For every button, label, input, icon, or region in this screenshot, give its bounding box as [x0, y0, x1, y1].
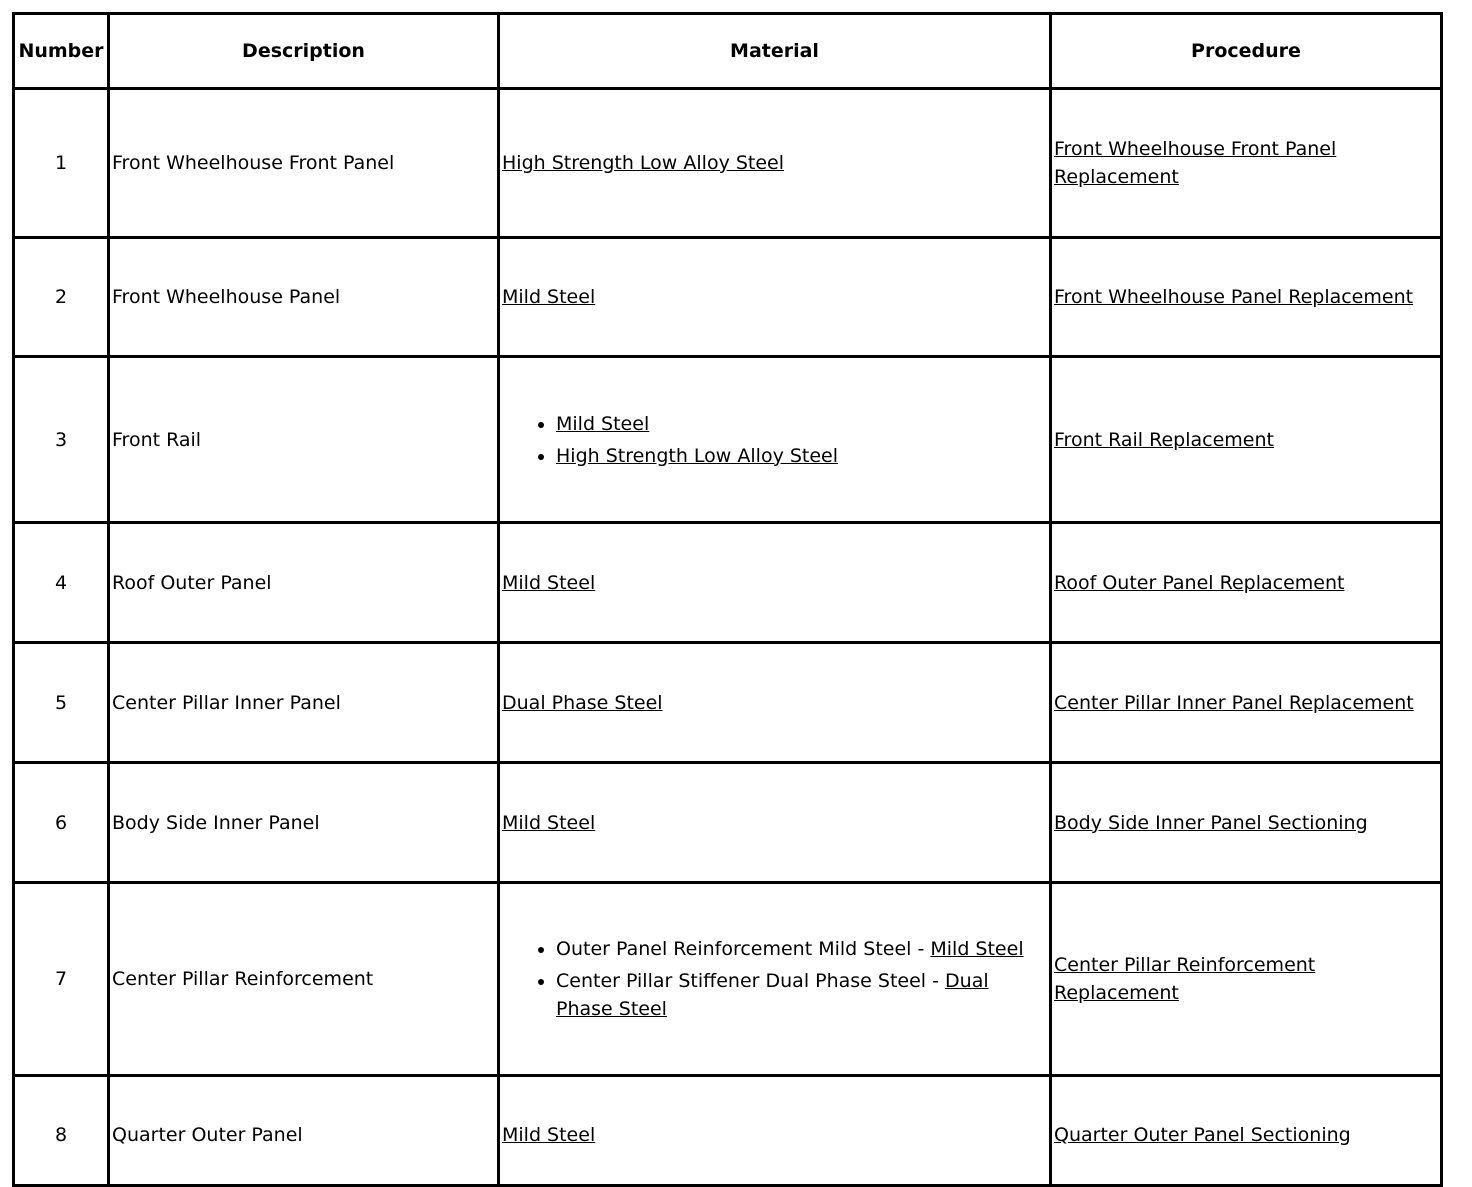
row-procedure [1052, 90, 1440, 239]
row-material [500, 358, 1052, 524]
material-link[interactable]: Mild Steel [930, 938, 1024, 960]
row-procedure [1052, 358, 1440, 524]
row-material [500, 90, 1052, 239]
row-number: 4 [15, 524, 110, 644]
row-number: 6 [15, 764, 110, 884]
header-procedure: Procedure [1052, 15, 1440, 90]
row-description: Front Wheelhouse Front Panel [110, 90, 500, 239]
row-description: Body Side Inner Panel [110, 764, 500, 884]
table-row [15, 239, 1440, 358]
row-description: Front Rail [110, 358, 500, 524]
row-procedure [1052, 884, 1440, 1077]
material-link[interactable]: Mild Steel [502, 1123, 596, 1146]
row-number: 7 [15, 884, 110, 1077]
material-list-item [556, 935, 1047, 963]
row-number: 1 [15, 90, 110, 239]
row-material [500, 239, 1052, 358]
material-link[interactable]: Dual Phase Steel [556, 970, 989, 1020]
table-row [15, 884, 1440, 1077]
row-description: Center Pillar Inner Panel [110, 644, 500, 764]
procedure-link[interactable]: Center Pillar Inner Panel Replacement [1054, 691, 1414, 714]
material-list-item [556, 967, 1047, 1023]
table-row [15, 1077, 1440, 1187]
table-row [15, 644, 1440, 764]
procedure-link[interactable]: Center Pillar Reinforcement Replacement [1054, 954, 1316, 1004]
row-procedure [1052, 644, 1440, 764]
table-row [15, 90, 1440, 239]
material-link[interactable]: Dual Phase Steel [502, 691, 663, 714]
row-procedure [1052, 524, 1440, 644]
row-procedure [1052, 239, 1440, 358]
row-number: 5 [15, 644, 110, 764]
material-link[interactable]: High Strength Low Alloy Steel [502, 152, 785, 174]
material-link[interactable]: Mild Steel [556, 412, 650, 435]
procedure-link[interactable]: Front Wheelhouse Front Panel Replacement [1054, 138, 1337, 188]
row-description: Front Wheelhouse Panel [110, 239, 500, 358]
material-item-text: Center Pillar Stiffener Dual Phase Steel - [556, 970, 946, 992]
header-material: Material [500, 15, 1052, 90]
material-item-text: Outer Panel Reinforcement Mild Steel - [556, 938, 931, 960]
procedure-link[interactable]: Quarter Outer Panel Sectioning [1054, 1123, 1351, 1146]
header-description: Description [110, 15, 500, 90]
table-row [15, 358, 1440, 524]
row-material [500, 1077, 1052, 1187]
procedure-link[interactable]: Roof Outer Panel Replacement [1054, 571, 1345, 594]
parts-table [12, 12, 1443, 1187]
material-list-item [556, 442, 1047, 470]
row-number: 8 [15, 1077, 110, 1187]
material-link[interactable]: Mild Steel [502, 571, 596, 594]
material-link[interactable]: Mild Steel [502, 286, 596, 308]
row-description: Roof Outer Panel [110, 524, 500, 644]
material-list-item [556, 410, 1047, 438]
row-number: 2 [15, 239, 110, 358]
header-number: Number [15, 15, 110, 90]
table-row [15, 524, 1440, 644]
row-material [500, 884, 1052, 1077]
row-description: Quarter Outer Panel [110, 1077, 500, 1187]
row-number: 3 [15, 358, 110, 524]
row-material [500, 764, 1052, 884]
table-row [15, 764, 1440, 884]
material-link[interactable]: High Strength Low Alloy Steel [556, 444, 839, 467]
material-link[interactable]: Mild Steel [502, 811, 596, 834]
material-list [502, 935, 1047, 1023]
row-procedure [1052, 764, 1440, 884]
material-list [502, 410, 1047, 470]
procedure-link[interactable]: Front Rail Replacement [1054, 428, 1274, 451]
procedure-link[interactable]: Body Side Inner Panel Sectioning [1054, 811, 1368, 834]
row-material [500, 644, 1052, 764]
row-description: Center Pillar Reinforcement [110, 884, 500, 1077]
procedure-link[interactable]: Front Wheelhouse Panel Replacement [1054, 286, 1414, 308]
table-header-row [15, 15, 1440, 90]
row-material [500, 524, 1052, 644]
row-procedure [1052, 1077, 1440, 1187]
